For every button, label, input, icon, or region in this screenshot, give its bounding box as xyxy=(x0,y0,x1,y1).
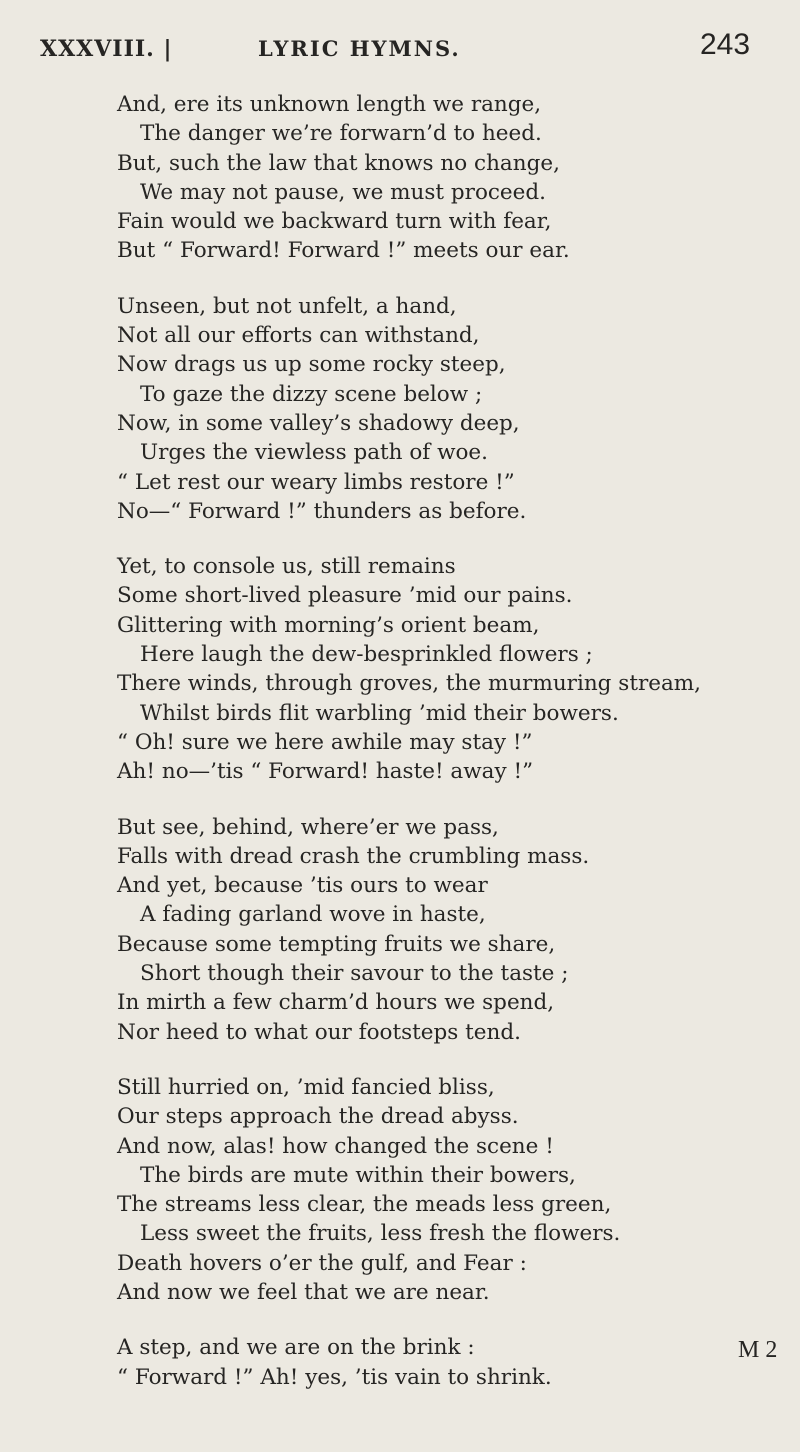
verse-line: Now drags us up some rocky steep, xyxy=(117,352,506,378)
verse-line: Short though their savour to the taste ; xyxy=(140,961,569,987)
verse-line: But see, behind, where’er we pass, xyxy=(117,814,499,840)
verse-line: Here laugh the dew-besprinkled flowers ; xyxy=(140,642,593,668)
stanza xyxy=(0,1073,800,1307)
chapter-number: XXXVIII. | xyxy=(40,36,173,62)
running-head xyxy=(0,28,800,68)
verse-line: Whilst birds flit warbling ’mid their bowers. xyxy=(140,700,619,726)
verse-line: Less sweet the fruits, less fresh the flowers. xyxy=(140,1221,621,1247)
stanza xyxy=(0,813,800,1047)
stanza xyxy=(0,1333,800,1392)
verse-line: Fain would we backward turn with fear, xyxy=(117,209,552,235)
verse-line: Nor heed to what our footsteps tend. xyxy=(117,1019,521,1045)
verse-line: And now we feel that we are near. xyxy=(117,1279,490,1305)
verse-line: Some short-lived pleasure ’mid our pains. xyxy=(117,583,573,609)
verse-line: “ Forward !” Ah! yes, ’tis vain to shrink. xyxy=(117,1364,552,1390)
verse-line: Now, in some valley’s shadowy deep, xyxy=(117,410,520,436)
stanza xyxy=(0,292,800,526)
verse-line: And, ere its unknown length we range, xyxy=(117,92,542,117)
verse-line: Because some tempting fruits we share, xyxy=(117,931,556,957)
verse-line: To gaze the dizzy scene below ; xyxy=(140,381,483,407)
stanza xyxy=(0,90,800,266)
verse-line: But “ Forward! Forward !” meets our ear. xyxy=(117,238,570,264)
running-title: LYRIC HYMNS. xyxy=(258,36,461,61)
verse-line: And yet, because ’tis ours to wear xyxy=(117,873,488,899)
verse-line: And now, alas! how changed the scene ! xyxy=(117,1133,554,1159)
verse-line: “ Let rest our weary limbs restore !” xyxy=(117,469,515,495)
verse-line: The birds are mute within their bowers, xyxy=(140,1162,576,1188)
verse-line: Ah! no—’tis “ Forward! haste! away !” xyxy=(117,759,534,785)
verse-line: Death hovers o’er the gulf, and Fear : xyxy=(117,1250,527,1276)
verse-line: A fading garland wove in haste, xyxy=(140,902,486,928)
verse-line: Urges the viewless path of woe. xyxy=(140,440,488,466)
verse-line: Glittering with morning’s orient beam, xyxy=(117,612,540,638)
verse-line: Our steps approach the dread abyss. xyxy=(117,1104,519,1130)
verse-line: Falls with dread crash the crumbling mass. xyxy=(117,843,590,869)
verse-line: No—“ Forward !” thunders as before. xyxy=(117,498,527,524)
verse-line: The streams less clear, the meads less green, xyxy=(117,1192,612,1218)
verse-line: Yet, to console us, still remains xyxy=(117,554,456,580)
verse-line: A step, and we are on the brink : xyxy=(117,1335,475,1361)
poem-body xyxy=(0,90,800,1418)
verse-line: In mirth a few charm’d hours we spend, xyxy=(117,990,555,1016)
verse-line: The danger we’re forwarn’d to heed. xyxy=(140,121,542,147)
verse-line: But, such the law that knows no change, xyxy=(117,150,560,176)
verse-line: Still hurried on, ’mid fancied bliss, xyxy=(117,1074,495,1100)
verse-line: Unseen, but not unfelt, a hand, xyxy=(117,293,457,319)
signature-mark: M 2 xyxy=(738,1337,778,1363)
verse-line: “ Oh! sure we here awhile may stay !” xyxy=(117,729,533,755)
page-number: 243 xyxy=(700,28,751,61)
verse-line: Not all our efforts can withstand, xyxy=(117,323,480,349)
verse-line: There winds, through groves, the murmuring stream, xyxy=(117,671,701,697)
verse-line: We may not pause, we must proceed. xyxy=(140,179,546,205)
stanza xyxy=(0,552,800,786)
